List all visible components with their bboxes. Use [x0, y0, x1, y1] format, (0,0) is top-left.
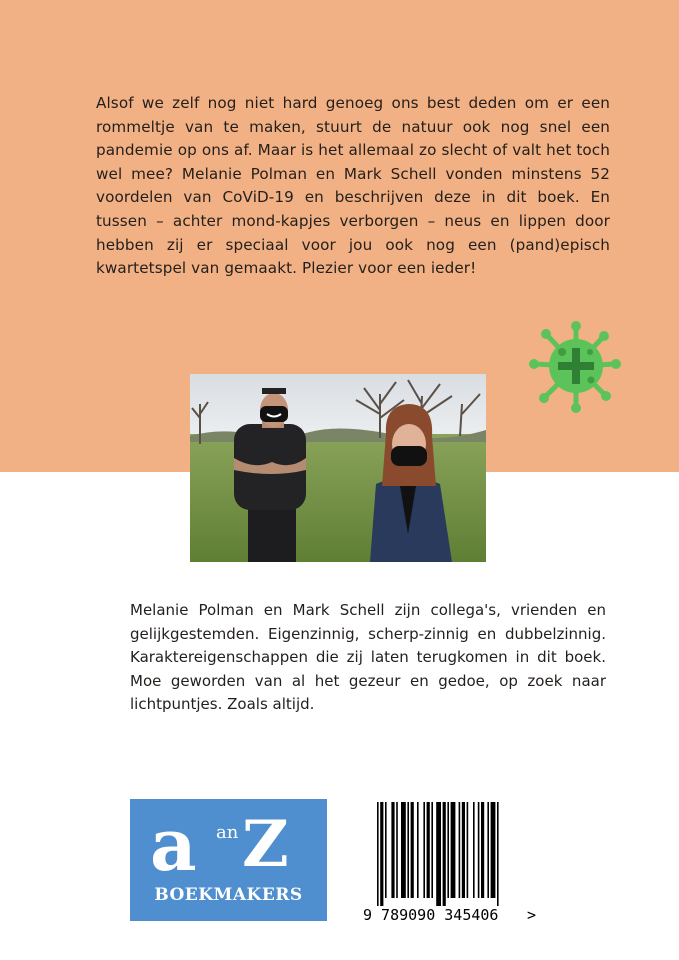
barcode-bar: [451, 802, 456, 898]
logo-an: an: [216, 822, 239, 843]
barcode-bar: [401, 802, 406, 898]
barcode-bar: [462, 802, 465, 898]
logo-letter-z: Z: [242, 807, 289, 882]
barcode-bar: [427, 802, 430, 898]
barcode-arrow: >: [527, 906, 537, 924]
barcode-bar: [473, 802, 475, 898]
virus-plus-icon: [528, 318, 624, 414]
authors-photo: [190, 374, 486, 562]
barcode-bar: [396, 802, 398, 898]
barcode-bar: [497, 802, 499, 906]
publisher-logo: [130, 799, 327, 921]
barcode-bar: [481, 802, 484, 898]
barcode-bar: [478, 802, 480, 898]
barcode-bar: [459, 802, 461, 898]
barcode-bar: [447, 802, 449, 898]
barcode-bar: [407, 802, 409, 898]
isbn-barcode: [361, 798, 549, 924]
barcode-bar: [423, 802, 425, 898]
barcode-bar: [436, 802, 441, 906]
back-cover-blurb: Alsof we zelf nog niet hard genoeg ons best deden om er een rommeltje van te maken, stuurt de natuur ook nog snel een pandemie op ons af. Maar is het allemaal zo slecht of valt het toch wel mee? Melanie Polman en Mark Schell vonden minstens 52 voordelen van CoViD-19 en beschrijven deze in dit boek. En tussen – achter mond-kapjes verborgen – neus en lippen door hebben zij er speciaal voor jou ook nog een (pand)episch kwartetspel van gemaakt. Plezier voor een ieder!: [96, 94, 610, 278]
barcode-bar: [431, 802, 433, 898]
barcode-bar: [377, 802, 379, 906]
authors-bio: Melanie Polman en Mark Schell zijn collega's, vrienden en gelijkgestemden. Eigenzinnig, scherp-zinnig en dubbelzinnig. Karaktereigenschappen die zij laten terugkomen in dit boek. Moe geworden van al het gezeur en gedoe, op zoek naar lichtpuntjes. Zoals altijd.: [130, 601, 606, 714]
barcode-bar: [467, 802, 469, 898]
barcode-bar: [385, 802, 387, 898]
isbn-digits: 9 789090 345406: [363, 906, 499, 924]
barcode-bar: [391, 802, 394, 898]
logo-wordmark: BOEKMAKERS: [154, 885, 303, 905]
barcode-bar: [417, 802, 419, 898]
barcode-bar: [411, 802, 414, 898]
barcode-bar: [491, 802, 496, 898]
barcode-bar: [380, 802, 383, 906]
barcode-bar: [487, 802, 489, 898]
logo-letter-a: a: [150, 802, 197, 887]
barcode-bar: [443, 802, 446, 906]
